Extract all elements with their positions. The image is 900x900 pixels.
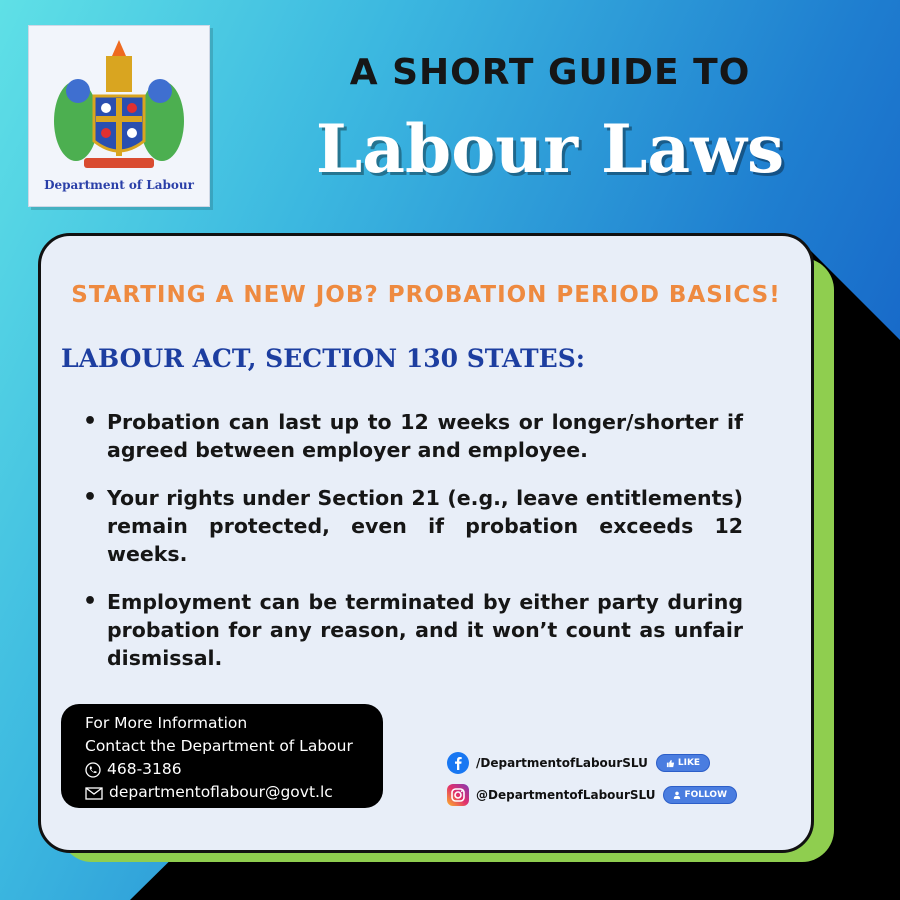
contact-phone-row xyxy=(85,758,383,781)
instagram-handle[interactable]: @DepartmentofLabourSLU xyxy=(476,788,656,802)
instagram-follow-label: FOLLOW xyxy=(684,790,728,800)
instagram-row xyxy=(447,783,737,807)
bullet-list xyxy=(83,408,743,692)
info-card xyxy=(38,233,814,853)
instagram-icon xyxy=(447,784,469,806)
email-icon xyxy=(85,786,103,800)
facebook-row xyxy=(447,751,737,775)
bullet-item: • Your rights under Section 21 (e.g., leave entitlements) remain protected, even if probation exceeds 12 weeks. xyxy=(83,484,743,568)
facebook-icon xyxy=(447,752,469,774)
contact-phone[interactable]: 468-3186 xyxy=(107,760,182,778)
facebook-like-button[interactable] xyxy=(656,754,710,772)
person-icon xyxy=(673,791,681,799)
header-main-title: Labour Laws xyxy=(315,110,785,188)
thumbs-up-icon xyxy=(666,759,675,768)
department-logo xyxy=(28,25,210,207)
card-subtitle: STARTING A NEW JOB? PROBATION PERIOD BASICS! xyxy=(71,282,781,308)
bullet-item: • Probation can last up to 12 weeks or longer/shorter if agreed between employer and employee. xyxy=(83,408,743,464)
contact-line-2: Contact the Department of Labour xyxy=(85,737,353,755)
contact-line-1: For More Information xyxy=(85,714,248,732)
contact-email-row xyxy=(85,781,383,804)
social-links xyxy=(447,751,737,815)
coat-of-arms-icon xyxy=(44,36,194,186)
contact-email[interactable]: departmentoflabour@govt.lc xyxy=(109,783,333,801)
phone-icon xyxy=(85,762,101,778)
logo-caption: Department of Labour xyxy=(44,178,194,192)
header-small-title: A SHORT GUIDE TO xyxy=(349,52,751,93)
section-title: LABOUR ACT, SECTION 130 STATES: xyxy=(61,344,585,373)
instagram-follow-button[interactable] xyxy=(663,786,737,804)
contact-box xyxy=(61,704,383,808)
bullet-item: • Employment can be terminated by either party during probation for any reason, and it won’t count as unfair dismissal. xyxy=(83,588,743,672)
facebook-like-label: LIKE xyxy=(677,758,701,768)
facebook-handle[interactable]: /DepartmentofLabourSLU xyxy=(476,756,648,770)
